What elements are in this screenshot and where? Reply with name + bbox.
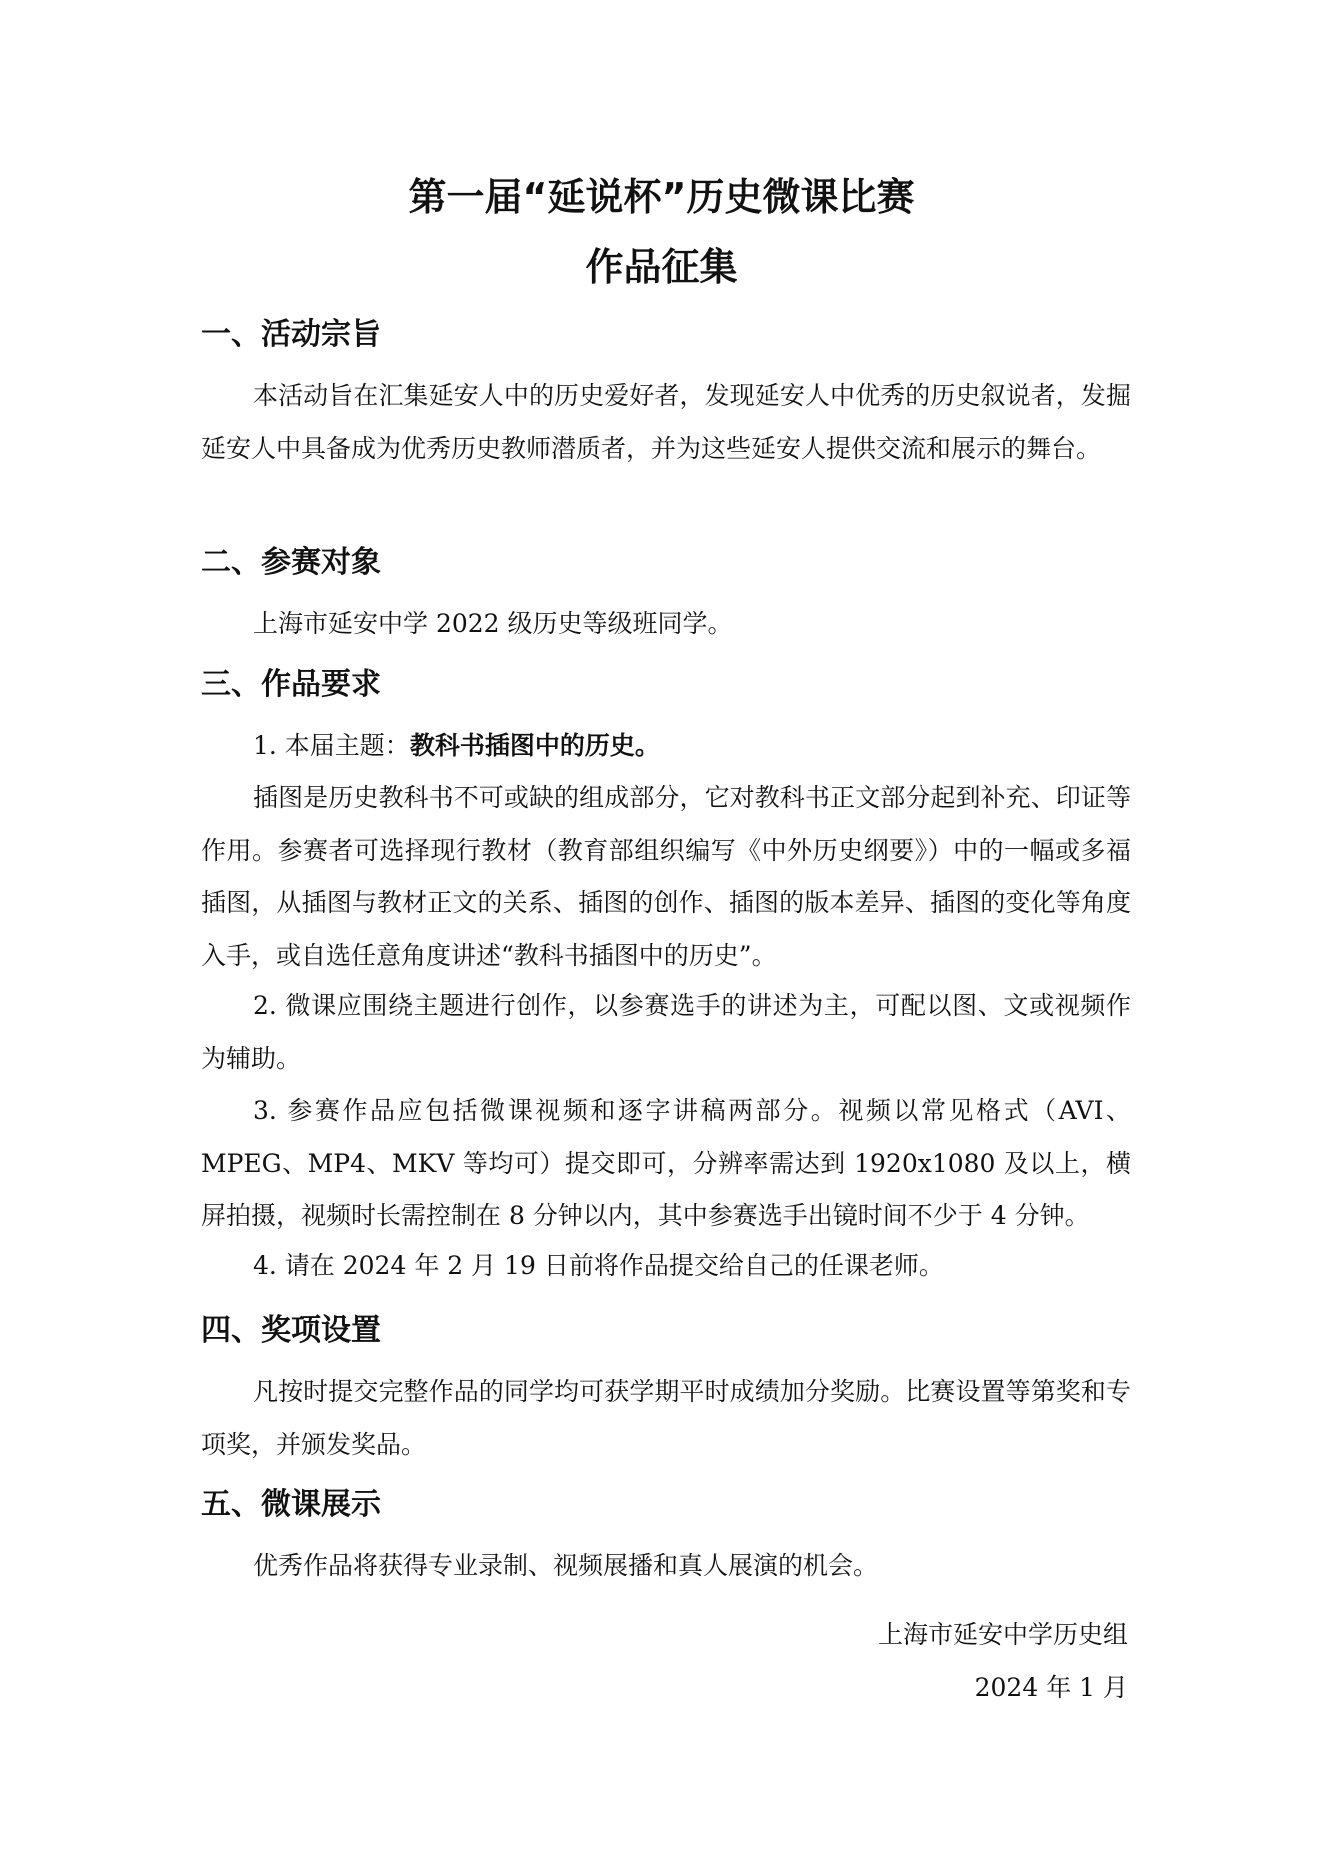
section-heading-awards: 四、奖项设置 — [201, 1313, 381, 1348]
requirement-theme: 教科书插图中的历史。 — [409, 731, 660, 760]
section-heading-requirements: 三、作品要求 — [201, 667, 381, 702]
requirement-item-3: 3. 参赛作品应包括微课视频和逐字讲稿两部分。视频以常见格式（AVI、MPEG、MP4、MKV 等均可）提交即可，分辨率需达到 1920x1080 及以上，横屏拍摄，视频时长需控制在 8 分钟以内，其中参赛选手出镜时间不少于 4 分钟。 — [201, 1096, 1131, 1230]
section-text-awards: 凡按时提交完整作品的同学均可获学期平时成绩加分奖励。比赛设置等第奖和专项奖，并颁发奖品。 — [201, 1377, 1131, 1459]
section-heading-purpose: 一、活动宗旨 — [201, 317, 381, 352]
requirement-item-2: 2. 微课应围绕主题进行创作，以参赛选手的讲述为主，可配以图、文或视频作为辅助。 — [201, 991, 1131, 1073]
section-heading-participants: 二、参赛对象 — [201, 545, 381, 580]
requirement-item-1-prefix: 1. 本届主题： — [253, 731, 410, 760]
requirement-item-1-detail: 插图是历史教科书不可或缺的组成部分，它对教科书正文部分起到补充、印证等作用。参赛者可选择现行教材（教育部组织编写《中外历史纲要》）中的一幅或多福插图，从插图与教材正文的关系、插图的创作、插图的版本差异、插图的变化等角度入手，或自选任意角度讲述“教科书插图中的历史”。 — [201, 783, 1131, 970]
section-heading-showcase: 五、微课展示 — [201, 1487, 381, 1522]
document-title: 第一届“延说杯”历史微课比赛 — [408, 175, 915, 219]
requirement-item-1 — [253, 733, 660, 758]
section-text-showcase: 优秀作品将获得专业录制、视频展播和真人展演的机会。 — [253, 1551, 879, 1580]
section-text-purpose: 本活动旨在汇集延安人中的历史爱好者，发现延安人中优秀的历史叙说者，发掘延安人中具备成为优秀历史教师潜质者，并为这些延安人提供交流和展示的舞台。 — [201, 381, 1131, 463]
signature-date: 2024 年 1 月 — [974, 1673, 1128, 1702]
signature-organization: 上海市延安中学历史组 — [877, 1620, 1128, 1649]
section-text-participants: 上海市延安中学 2022 级历史等级班同学。 — [253, 609, 733, 638]
document-subtitle: 作品征集 — [585, 245, 738, 289]
requirement-item-4: 4. 请在 2024 年 2 月 19 日前将作品提交给自己的任课老师。 — [253, 1251, 944, 1280]
